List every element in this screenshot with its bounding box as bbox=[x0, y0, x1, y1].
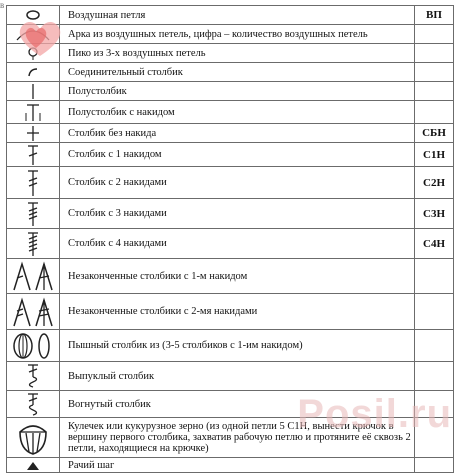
puff-stitch-icon bbox=[11, 332, 55, 360]
description-cell: Столбик с 3 накидами bbox=[60, 199, 415, 229]
description-cell: Столбик с 4 накидами bbox=[60, 229, 415, 259]
symbol-cell bbox=[7, 330, 60, 362]
description-cell: Столбик с 2 накидами bbox=[60, 167, 415, 199]
popcorn-stitch-icon bbox=[16, 420, 50, 456]
table-row bbox=[7, 82, 454, 101]
abbreviation-cell bbox=[415, 25, 454, 44]
edge-mark: в bbox=[0, 0, 5, 10]
abbreviation-cell bbox=[415, 294, 454, 330]
watermark: Posil.ru bbox=[297, 392, 452, 436]
table-row bbox=[7, 25, 454, 44]
description-cell: Арка из воздушных петель, цифра – количество воздушных петель bbox=[60, 25, 415, 44]
abbreviation-cell bbox=[415, 82, 454, 101]
single-crochet-icon bbox=[18, 124, 48, 142]
symbol-cell bbox=[7, 82, 60, 101]
table-row bbox=[7, 199, 454, 229]
symbol-cell bbox=[7, 418, 60, 458]
symbol-cell bbox=[7, 391, 60, 418]
table-row bbox=[7, 259, 454, 294]
abbreviation-cell: С3Н bbox=[415, 199, 454, 229]
abbreviation-cell: СБН bbox=[415, 124, 454, 143]
abbreviation-cell bbox=[415, 362, 454, 391]
table-row bbox=[7, 143, 454, 167]
abbreviation-cell: ВП bbox=[415, 6, 454, 25]
slip-stitch-icon bbox=[18, 64, 48, 80]
symbol-cell bbox=[7, 199, 60, 229]
description-cell: Полустолбик с накидом bbox=[60, 101, 415, 124]
table-row bbox=[7, 124, 454, 143]
description-cell: Столбик с 1 накидом bbox=[60, 143, 415, 167]
table-row bbox=[7, 44, 454, 63]
table-row bbox=[7, 63, 454, 82]
double-crochet-icon bbox=[18, 144, 48, 166]
description-cell: Воздушная петля bbox=[60, 6, 415, 25]
table-row bbox=[7, 6, 454, 25]
abbreviation-cell: С1Н bbox=[415, 143, 454, 167]
description-cell: Пышный столбик из (3-5 столбиков с 1-им накидом) bbox=[60, 330, 415, 362]
description-cell: Выпуклый столбик bbox=[60, 362, 415, 391]
description-cell: Пико из 3-х воздушных петель bbox=[60, 44, 415, 63]
treble-crochet-icon bbox=[18, 169, 48, 197]
heart-icon bbox=[14, 14, 66, 60]
triple-treble-icon bbox=[18, 231, 48, 257]
abbreviation-cell bbox=[415, 44, 454, 63]
abbreviation-cell: С4Н bbox=[415, 229, 454, 259]
table-row bbox=[7, 167, 454, 199]
table-row bbox=[7, 330, 454, 362]
abbreviation-cell bbox=[415, 458, 454, 473]
symbol-cell bbox=[7, 362, 60, 391]
symbol-cell bbox=[7, 229, 60, 259]
table-row bbox=[7, 229, 454, 259]
symbol-cell bbox=[7, 124, 60, 143]
abbreviation-cell bbox=[415, 259, 454, 294]
description-cell: Кулечек или кукурузное зерно (из одной петли 5 С1Н, вынести крючок в вершину первого столбика, захватив рабочую петлю и протяните её сквозь 2 петли, находящиеся на крючке) bbox=[60, 418, 415, 458]
description-cell: Соединительный столбик bbox=[60, 63, 415, 82]
description-cell: Незаконченные столбики с 2-мя накидами bbox=[60, 294, 415, 330]
symbol-cell bbox=[7, 458, 60, 473]
front-post-icon bbox=[18, 363, 48, 389]
table-row bbox=[7, 458, 454, 473]
description-cell: Столбик без накида bbox=[60, 124, 415, 143]
abbreviation-cell bbox=[415, 101, 454, 124]
abbreviation-cell bbox=[415, 63, 454, 82]
symbol-cell bbox=[7, 143, 60, 167]
back-post-icon bbox=[18, 392, 48, 416]
half-stitch-icon bbox=[18, 82, 48, 100]
half-double-icon bbox=[18, 102, 48, 122]
description-cell: Полустолбик bbox=[60, 82, 415, 101]
symbol-cell bbox=[7, 167, 60, 199]
abbreviation-cell: С2Н bbox=[415, 167, 454, 199]
abbreviation-cell bbox=[415, 330, 454, 362]
symbol-cell bbox=[7, 294, 60, 330]
crab-stitch-icon bbox=[18, 459, 48, 471]
description-cell: Рачий шаг bbox=[60, 458, 415, 473]
table-row bbox=[7, 101, 454, 124]
unfinished-tr-icon bbox=[11, 297, 55, 327]
table-row bbox=[7, 294, 454, 330]
description-cell: Вогнутый столбик bbox=[60, 391, 415, 418]
symbol-cell bbox=[7, 259, 60, 294]
table-row bbox=[7, 362, 454, 391]
unfinished-dc-icon bbox=[11, 261, 55, 291]
symbol-cell bbox=[7, 63, 60, 82]
symbol-cell bbox=[7, 101, 60, 124]
double-treble-icon bbox=[18, 201, 48, 227]
description-cell: Незаконченные столбики с 1-м накидом bbox=[60, 259, 415, 294]
